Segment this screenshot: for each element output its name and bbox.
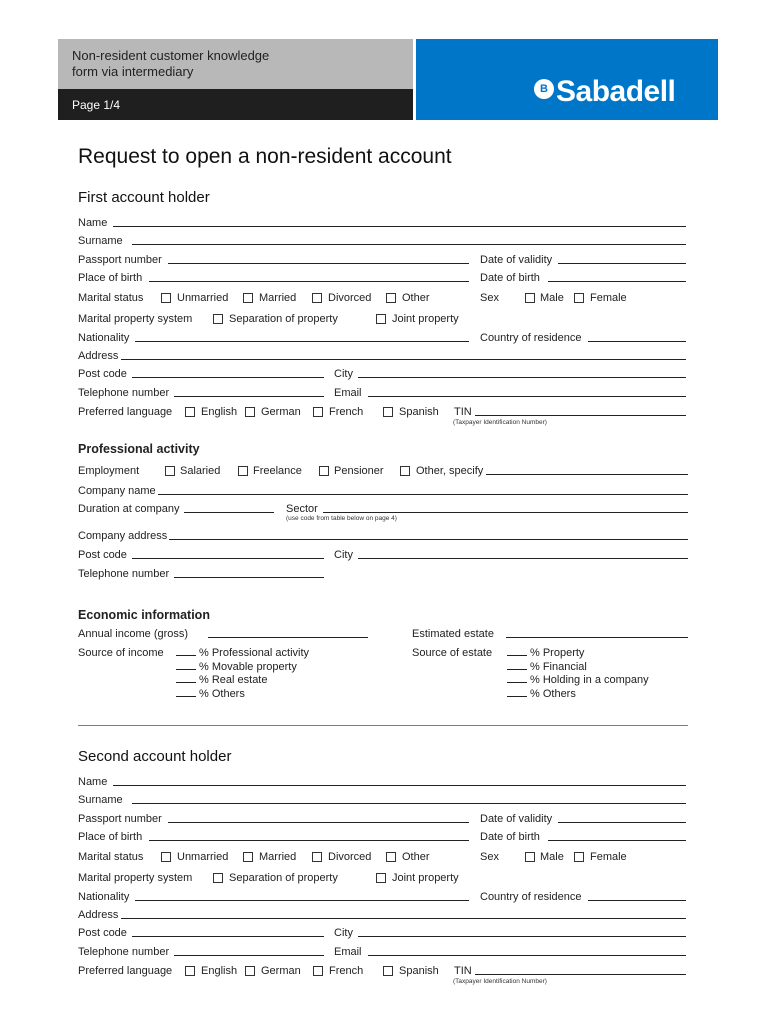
checkbox-divorced-2[interactable] [312, 852, 322, 862]
label-estimated-estate: Estimated estate [412, 628, 494, 640]
checkbox-english-2[interactable] [185, 966, 195, 976]
label-preferred-language: Preferred language [78, 406, 173, 418]
checkbox-male-2[interactable] [525, 852, 535, 862]
passport-field-2[interactable] [168, 822, 469, 823]
label-date-of-birth: Date of birth [480, 272, 540, 284]
label-marital-status: Marital status [78, 292, 144, 304]
annual-income-field[interactable] [208, 637, 368, 638]
date-of-birth-field[interactable] [548, 281, 686, 282]
percent-blank[interactable] [176, 648, 196, 656]
label-company-address: Company address [78, 530, 168, 542]
label-unmarried-2: Unmarried [177, 851, 229, 863]
surname-field-2[interactable] [132, 803, 686, 804]
estate-item[interactable] [507, 674, 649, 688]
post-code-field-2[interactable] [132, 936, 324, 937]
label-pensioner: Pensioner [334, 465, 384, 477]
section-heading-second-holder: Second account holder [78, 748, 232, 765]
label-place-of-birth-2: Place of birth [78, 831, 143, 843]
label-post-code-2: Post code [78, 927, 127, 939]
income-item-label: % Real estate [199, 674, 268, 687]
label-separation-of-property-2: Separation of property [229, 872, 338, 884]
checkbox-freelance[interactable] [238, 466, 248, 476]
checkbox-german-2[interactable] [245, 966, 255, 976]
tin-note: (Taxpayer Identification Number) [453, 419, 547, 426]
estate-item[interactable] [507, 661, 649, 675]
label-employment: Employment [78, 465, 140, 477]
label-company-name: Company name [78, 485, 156, 497]
checkbox-married[interactable] [243, 293, 253, 303]
income-item[interactable] [176, 688, 309, 702]
label-freelance: Freelance [253, 465, 302, 477]
place-of-birth-field[interactable] [149, 281, 469, 282]
validity-field[interactable] [558, 263, 686, 264]
sector-field[interactable] [323, 512, 688, 513]
tin-note-2: (Taxpayer Identification Number) [453, 978, 547, 985]
percent-blank[interactable] [176, 675, 196, 683]
section-heading-professional-activity: Professional activity [78, 442, 200, 456]
label-telephone-2: Telephone number [78, 946, 170, 958]
label-source-of-estate: Source of estate [412, 647, 493, 659]
label-passport-2: Passport number [78, 813, 162, 825]
label-marital-property-2: Marital property system [78, 872, 193, 884]
other-specify-field[interactable] [486, 474, 688, 475]
post-code-field[interactable] [132, 377, 324, 378]
label-female-2: Female [590, 851, 627, 863]
name-field[interactable] [113, 226, 686, 227]
income-item[interactable] [176, 661, 309, 675]
checkbox-joint-property-2[interactable] [376, 873, 386, 883]
duration-field[interactable] [184, 512, 274, 513]
form-title-bar [58, 39, 413, 89]
label-duration-at-company: Duration at company [78, 503, 180, 515]
company-city-field[interactable] [358, 558, 688, 559]
checkbox-separation-of-property-2[interactable] [213, 873, 223, 883]
country-of-residence-field-2[interactable] [588, 900, 686, 901]
label-surname-2: Surname [78, 794, 123, 806]
address-field-2[interactable] [121, 918, 686, 919]
company-name-field[interactable] [158, 494, 688, 495]
label-male-2: Male [540, 851, 564, 863]
label-city: City [334, 368, 353, 380]
estate-item[interactable] [507, 647, 649, 661]
label-french: French [329, 406, 364, 418]
checkbox-male[interactable] [525, 293, 535, 303]
label-email: Email [334, 387, 362, 399]
validity-field-2[interactable] [558, 822, 686, 823]
percent-blank[interactable] [507, 648, 527, 656]
estate-item-label: % Property [530, 647, 585, 659]
label-separation-of-property: Separation of property [229, 313, 338, 325]
city-field[interactable] [358, 377, 686, 378]
label-post-code: Post code [78, 368, 127, 380]
label-other-2: Other [402, 851, 430, 863]
label-other: Other [402, 292, 430, 304]
label-country-of-residence: Country of residence [480, 332, 582, 344]
label-salaried: Salaried [180, 465, 221, 477]
sabadell-logo-icon: B [534, 79, 554, 99]
label-email-2: Email [334, 946, 362, 958]
label-city-2: City [334, 927, 353, 939]
label-unmarried: Unmarried [177, 292, 229, 304]
nationality-field-2[interactable] [135, 900, 469, 901]
city-field-2[interactable] [358, 936, 686, 937]
email-field[interactable] [368, 396, 686, 397]
country-of-residence-field[interactable] [588, 341, 686, 342]
address-field[interactable] [121, 359, 686, 360]
label-joint-property: Joint property [392, 313, 459, 325]
estate-sources-list [507, 647, 649, 702]
label-nationality: Nationality [78, 332, 130, 344]
company-address-field[interactable] [169, 539, 688, 540]
checkbox-unmarried-2[interactable] [161, 852, 171, 862]
label-french-2: French [329, 965, 364, 977]
income-item-label: % Others [199, 688, 245, 701]
label-validity: Date of validity [480, 254, 553, 266]
checkbox-pensioner[interactable] [319, 466, 329, 476]
name-field-2[interactable] [113, 785, 686, 786]
tin-field[interactable] [475, 415, 686, 416]
checkbox-joint-property[interactable] [376, 314, 386, 324]
form-title-line2: form via intermediary [72, 64, 194, 79]
date-of-birth-field-2[interactable] [548, 840, 686, 841]
label-source-of-income: Source of income [78, 647, 164, 659]
checkbox-english[interactable] [185, 407, 195, 417]
label-female: Female [590, 292, 627, 304]
checkbox-french[interactable] [313, 407, 323, 417]
brand-name: Sabadell [556, 75, 676, 108]
company-telephone-field[interactable] [174, 577, 324, 578]
percent-blank[interactable] [507, 662, 527, 670]
label-telephone: Telephone number [78, 387, 170, 399]
checkbox-spanish-2[interactable] [383, 966, 393, 976]
label-date-of-birth-2: Date of birth [480, 831, 540, 843]
income-item-label: % Movable property [199, 660, 297, 673]
estate-item-label: % Financial [530, 660, 587, 673]
percent-blank[interactable] [507, 689, 527, 697]
checkbox-unmarried[interactable] [161, 293, 171, 303]
page-title: Request to open a non-resident account [78, 145, 452, 168]
section-heading-first-holder: First account holder [78, 189, 210, 206]
label-sector: Sector [286, 503, 318, 515]
label-german: German [261, 406, 301, 418]
checkbox-salaried[interactable] [165, 466, 175, 476]
passport-field[interactable] [168, 263, 469, 264]
company-post-code-field[interactable] [132, 558, 324, 559]
label-spanish-2: Spanish [399, 965, 439, 977]
checkbox-separation-of-property[interactable] [213, 314, 223, 324]
estimated-estate-field[interactable] [506, 637, 688, 638]
page-indicator: Page 1/4 [72, 98, 121, 112]
label-validity-2: Date of validity [480, 813, 553, 825]
checkbox-female[interactable] [574, 293, 584, 303]
checkbox-other-specify[interactable] [400, 466, 410, 476]
label-annual-income: Annual income (gross) [78, 628, 189, 640]
percent-blank[interactable] [507, 675, 527, 683]
label-married-2: Married [259, 851, 297, 863]
nationality-field[interactable] [135, 341, 469, 342]
checkbox-other[interactable] [386, 293, 396, 303]
label-company-city: City [334, 549, 353, 561]
form-title-line1: Non-resident customer knowledge [72, 48, 270, 63]
telephone-field[interactable] [174, 396, 324, 397]
sector-note: (use code from table below on page 4) [286, 515, 397, 522]
label-address-2: Address [78, 909, 119, 921]
label-joint-property-2: Joint property [392, 872, 459, 884]
surname-field[interactable] [132, 244, 686, 245]
percent-blank[interactable] [176, 689, 196, 697]
label-country-of-residence-2: Country of residence [480, 891, 582, 903]
email-field-2[interactable] [368, 955, 686, 956]
checkbox-other-2[interactable] [386, 852, 396, 862]
telephone-field-2[interactable] [174, 955, 324, 956]
label-nationality-2: Nationality [78, 891, 130, 903]
checkbox-married-2[interactable] [243, 852, 253, 862]
estate-item-label: % Others [530, 688, 576, 701]
label-surname: Surname [78, 235, 123, 247]
label-english-2: English [201, 965, 238, 977]
label-sex-2: Sex [480, 851, 499, 863]
label-english: English [201, 406, 238, 418]
label-company-telephone: Telephone number [78, 568, 170, 580]
label-address: Address [78, 350, 119, 362]
label-passport: Passport number [78, 254, 162, 266]
place-of-birth-field-2[interactable] [149, 840, 469, 841]
brand-panel [416, 39, 718, 120]
label-german-2: German [261, 965, 301, 977]
label-company-post-code: Post code [78, 549, 127, 561]
section-heading-economic-information: Economic information [78, 608, 210, 622]
estate-item[interactable] [507, 688, 649, 702]
tin-field-2[interactable] [475, 974, 686, 975]
label-sex: Sex [480, 292, 499, 304]
section-divider [78, 725, 688, 726]
label-tin: TIN [454, 406, 472, 418]
label-divorced: Divorced [328, 292, 372, 304]
label-name: Name [78, 217, 108, 229]
checkbox-female-2[interactable] [574, 852, 584, 862]
label-divorced-2: Divorced [328, 851, 372, 863]
label-married: Married [259, 292, 297, 304]
page-indicator-bar [58, 89, 413, 120]
form-title [72, 48, 269, 80]
label-marital-status-2: Marital status [78, 851, 144, 863]
label-tin-2: TIN [454, 965, 472, 977]
income-sources-list [176, 647, 309, 702]
label-male: Male [540, 292, 564, 304]
checkbox-french-2[interactable] [313, 966, 323, 976]
label-other-specify: Other, specify [416, 465, 484, 477]
label-spanish: Spanish [399, 406, 439, 418]
label-marital-property: Marital property system [78, 313, 193, 325]
label-place-of-birth: Place of birth [78, 272, 143, 284]
label-preferred-language-2: Preferred language [78, 965, 173, 977]
income-item[interactable] [176, 647, 309, 661]
checkbox-german[interactable] [245, 407, 255, 417]
percent-blank[interactable] [176, 662, 196, 670]
income-item[interactable] [176, 674, 309, 688]
label-name-2: Name [78, 776, 108, 788]
checkbox-divorced[interactable] [312, 293, 322, 303]
estate-item-label: % Holding in a company [530, 674, 649, 687]
income-item-label: % Professional activity [199, 647, 310, 659]
checkbox-spanish[interactable] [383, 407, 393, 417]
